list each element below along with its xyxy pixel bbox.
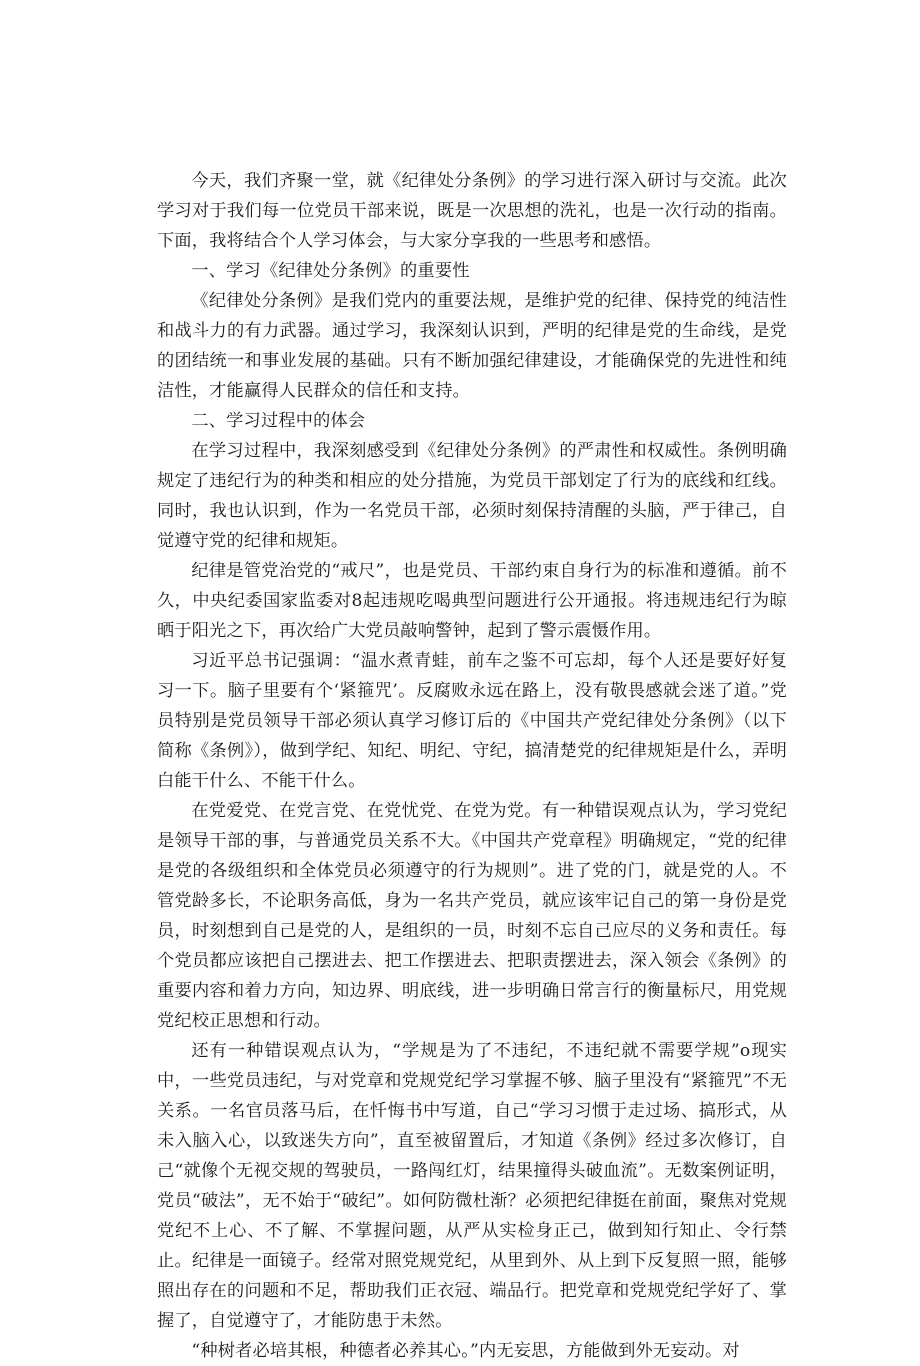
xi-quote-paragraph: 习近平总书记强调：“温水煮青蛙，前车之鉴不可忘却，每个人还是要好好复习一下。脑子里要有个‘紧箍咒’。反腐败永远在路上，没有敬畏感就会迷了道。”党员特别是党员领导干部必须认真学习修订后的《中国共产党纪律处分条例》（以下简称《条例》），做到学纪、知纪、明纪、守纪，搞清楚党的纪律规矩是什么，弄明白能干什么、不能干什么。: [157, 651, 787, 791]
closing-paragraph: “种树者必培其根，种德者必养其心。”内无妄思，方能做到外无妄动。对: [191, 1341, 740, 1361]
document-body: [157, 166, 787, 1366]
experience-paragraph: 在学习过程中，我深刻感受到《纪律处分条例》的严肃性和权威性。条例明确规定了违纪行为的种类和相应的处分措施，为党员干部划定了行为的底线和红线。同时，我也认识到，作为一名党员干部，必须时刻保持清醒的头脑，严于律己，自觉遵守党的纪律和规矩。: [157, 441, 787, 551]
misconception-paragraph: 还有一种错误观点认为，“学规是为了不违纪，不违纪就不需要学规”o现实中，一些党员违纪，与对党章和党规党纪学习掌握不够、脑子里没有“紧箍咒”不无关系。一名官员落马后，在忏悔书中写道，自己“学习习惯于走过场、搞形式，从未入脑入心，以致迷失方向”，直至被留置后，才知道《条例》经过多次修订，自己“就像个无视交规的驾驶员，一路闯红灯，结果撞得头破血流”。无数案例证明，党员“破法”，无不始于“破纪”。如何防微杜渐？必须把纪律挺在前面，聚焦对党规党纪不上心、不了解、不掌握问题，从严从实检身正己，做到知行知止、令行禁止。纪律是一面镜子。经常对照党规党纪，从里到外、从上到下反复照一照，能够照出存在的问题和不足，帮助我们正衣冠、端品行。把党章和党规党纪学好了、掌握了，自觉遵守了，才能防患于未然。: [157, 1041, 787, 1331]
discipline-ruler-paragraph: 纪律是管党治党的“戒尺”，也是党员、干部约束自身行为的标准和遵循。前不久，中央纪委国家监委对8起违规吃喝典型问题进行公开通报。将违规违纪行为晾晒于阳光之下，再次给广大党员敲响警钟，起到了警示震慑作用。: [157, 561, 787, 641]
importance-paragraph: 《纪律处分条例》是我们党内的重要法规，是维护党的纪律、保持党的纯洁性和战斗力的有力武器。通过学习，我深刻认识到，严明的纪律是党的生命线，是党的团结统一和事业发展的基础。只有不断加强纪律建设，才能确保党的先进性和纯洁性，才能赢得人民群众的信任和支持。: [157, 291, 787, 401]
section-heading-experience: 二、学习过程中的体会: [191, 411, 366, 431]
party-member-paragraph: 在党爱党、在党言党、在党忧党、在党为党。有一种错误观点认为，学习党纪是领导干部的事，与普通党员关系不大。《中国共产党章程》明确规定，“党的纪律是党的各级组织和全体党员必须遵守的行为规则”。进了党的门，就是党的人。不管党龄多长，不论职务高低，身为一名共产党员，就应该牢记自己的第一身份是党员，时刻想到自己是党的人，是组织的一员，时刻不忘自己应尽的义务和责任。每个党员都应该把自己摆进去、把工作摆进去、把职责摆进去，深入领会《条例》的重要内容和着力方向，知边界、明底线，进一步明确日常言行的衡量标尺，用党规党纪校正思想和行动。: [157, 801, 787, 1031]
intro-paragraph: 今天，我们齐聚一堂，就《纪律处分条例》的学习进行深入研讨与交流。此次学习对于我们每一位党员干部来说，既是一次思想的洗礼，也是一次行动的指南。下面，我将结合个人学习体会，与大家分享我的一些思考和感悟。: [157, 171, 787, 251]
section-heading-importance: 一、学习《纪律处分条例》的重要性: [191, 261, 470, 281]
